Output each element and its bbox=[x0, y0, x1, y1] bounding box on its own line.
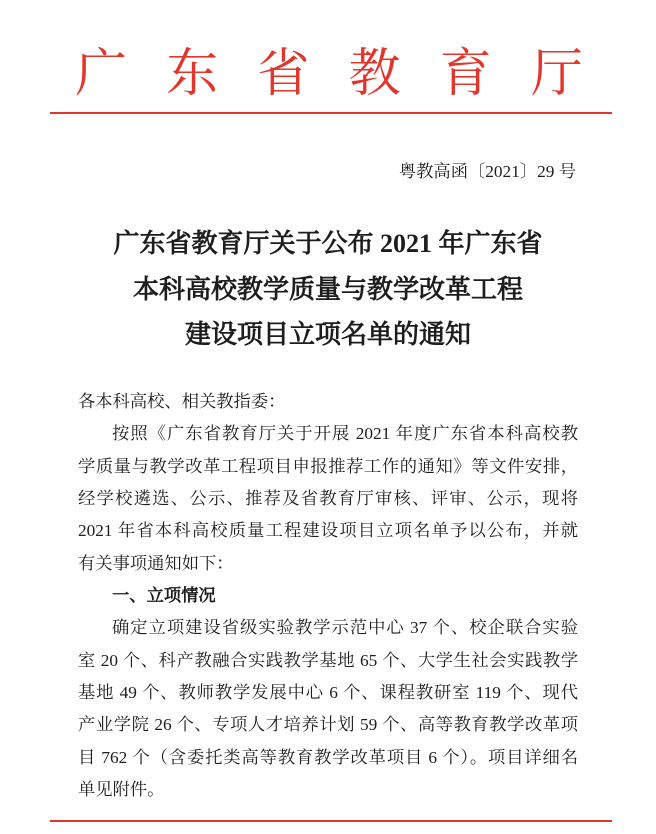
notice-title-line: 广东省教育厅关于公布 2021 年广东省 bbox=[113, 229, 543, 258]
paragraph-line: 学质量与教学改革工程项目申报推荐工作的通知》等文件安排， bbox=[78, 456, 578, 476]
notice-body bbox=[78, 386, 578, 806]
paragraph-line: 单见附件。 bbox=[78, 779, 165, 799]
document-number: 粤教高函〔2021〕29 号 bbox=[398, 162, 576, 181]
paragraph-line: 室 20 个、科产教融合实践教学基地 65 个、大学生社会实践教学 bbox=[78, 650, 578, 670]
paragraph-line: 2021 年省本科高校质量工程建设项目立项名单予以公布，并就 bbox=[78, 521, 578, 541]
letterhead-title: 广东省教育厅 bbox=[75, 46, 583, 103]
paragraph-line: 产业学院 26 个、专项人才培养计划 59 个、高等教育教学改革项 bbox=[78, 715, 578, 735]
notice-title-line: 本科高校教学质量与教学改革工程 bbox=[132, 274, 523, 304]
paragraph-line: 有关事项通知如下： bbox=[78, 553, 234, 573]
notice-title bbox=[0, 221, 656, 358]
paragraph-line: 按照《广东省教育厅关于开展 2021 年度广东省本科高校教 bbox=[112, 424, 578, 444]
paragraph-line: 经学校遴选、公示、推荐及省教育厅审核、评审、公示，现将 bbox=[78, 488, 578, 508]
section-heading: 一、立项情况 bbox=[112, 585, 216, 606]
notice-title-line: 建设项目立项名单的通知 bbox=[184, 320, 471, 349]
letterhead-rule bbox=[50, 112, 612, 114]
footer-rule bbox=[50, 820, 612, 822]
paragraph-line: 确定立项建设省级实验教学示范中心 37 个、校企联合实验 bbox=[112, 618, 578, 638]
paragraph-line: 基地 49 个、教师教学发展中心 6 个、课程教研室 119 个、现代 bbox=[78, 682, 578, 702]
salutation: 各本科高校、相关教指委： bbox=[78, 392, 286, 411]
paragraph-line: 目 762 个（含委托类高等教育教学改革项目 6 个）。项目详细名 bbox=[78, 747, 578, 767]
